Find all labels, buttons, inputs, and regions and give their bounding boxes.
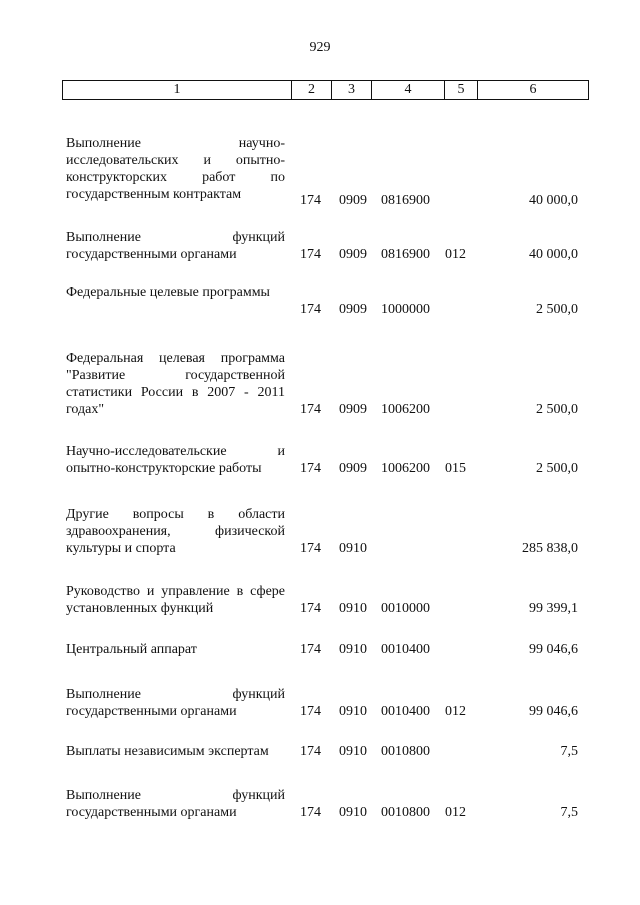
row-col-4: 0816900 xyxy=(381,247,430,262)
table-row xyxy=(0,284,640,318)
row-col-2: 174 xyxy=(300,302,321,317)
table-row xyxy=(0,641,640,658)
row-col-4: 0010400 xyxy=(381,704,430,719)
column-header-6: 6 xyxy=(529,82,537,97)
row-col-4: 1006200 xyxy=(381,402,430,417)
table-row xyxy=(0,350,640,418)
table-row xyxy=(0,443,640,477)
row-name: Научно-исследовательские и опытно-конструкторские работы xyxy=(66,444,285,476)
column-header-3: 3 xyxy=(332,81,372,99)
row-col-2: 174 xyxy=(300,601,321,616)
table-row xyxy=(0,229,640,263)
row-col-6: 99 046,6 xyxy=(529,704,578,719)
row-col-6: 2 500,0 xyxy=(536,302,578,317)
row-col-2: 174 xyxy=(300,704,321,719)
row-name: Выплаты независимым экспертам xyxy=(66,744,269,759)
row-col-2: 174 xyxy=(300,461,321,476)
row-col-3: 0910 xyxy=(339,642,367,657)
row-col-4: 1000000 xyxy=(381,302,430,317)
row-col-6: 7,5 xyxy=(560,744,578,759)
row-col-6: 40 000,0 xyxy=(529,193,578,208)
table-row xyxy=(0,686,640,720)
row-col-6: 99 046,6 xyxy=(529,642,578,657)
row-name: Федеральные целевые программы xyxy=(66,285,270,300)
column-header-4: 4 xyxy=(372,81,445,99)
row-name: Федеральная целевая программа "Развитие государственной статистики России в 2007 - 2011 годах" xyxy=(66,351,285,417)
row-col-6: 99 399,1 xyxy=(529,601,578,616)
row-col-2: 174 xyxy=(300,642,321,657)
row-col-4: 1006200 xyxy=(381,461,430,476)
row-col-3: 0909 xyxy=(339,247,367,262)
column-header-1: 1 xyxy=(63,81,292,99)
row-col-6: 40 000,0 xyxy=(529,247,578,262)
row-col-2: 174 xyxy=(300,805,321,820)
row-col-3: 0909 xyxy=(339,302,367,317)
row-col-2: 174 xyxy=(300,541,321,556)
row-col-4: 0010800 xyxy=(381,805,430,820)
table-row xyxy=(0,506,640,557)
row-col-4: 0010400 xyxy=(381,642,430,657)
row-col-5: 012 xyxy=(445,247,466,262)
row-name: Другие вопросы в области здравоохранения, физической культуры и спорта xyxy=(66,507,285,556)
row-name: Центральный аппарат xyxy=(66,642,197,657)
row-name: Выполнение научно-исследовательских и опытно-конструкторских работ по государственным контрактам xyxy=(66,136,285,202)
page-number: 929 xyxy=(309,40,331,55)
row-col-6: 7,5 xyxy=(560,805,578,820)
row-col-2: 174 xyxy=(300,744,321,759)
row-col-3: 0910 xyxy=(339,541,367,556)
row-col-3: 0910 xyxy=(339,601,367,616)
column-header-row xyxy=(62,80,589,100)
row-col-5: 012 xyxy=(445,805,466,820)
row-col-6: 2 500,0 xyxy=(536,461,578,476)
row-col-3: 0910 xyxy=(339,704,367,719)
row-col-5: 012 xyxy=(445,704,466,719)
row-name: Выполнение функций государственными органами xyxy=(66,687,285,719)
row-col-2: 174 xyxy=(300,193,321,208)
row-col-6: 2 500,0 xyxy=(536,402,578,417)
row-col-4: 0010800 xyxy=(381,744,430,759)
row-col-4: 0010000 xyxy=(381,601,430,616)
table-row xyxy=(0,583,640,617)
row-col-2: 174 xyxy=(300,402,321,417)
row-name: Выполнение функций государственными органами xyxy=(66,788,285,820)
row-col-3: 0910 xyxy=(339,744,367,759)
row-col-3: 0909 xyxy=(339,193,367,208)
row-col-3: 0910 xyxy=(339,805,367,820)
row-col-6: 285 838,0 xyxy=(522,541,578,556)
column-header-2: 2 xyxy=(292,81,332,99)
row-col-3: 0909 xyxy=(339,461,367,476)
table-row xyxy=(0,743,640,760)
table-row xyxy=(0,135,640,209)
table-row xyxy=(0,787,640,821)
row-col-2: 174 xyxy=(300,247,321,262)
row-col-3: 0909 xyxy=(339,402,367,417)
row-col-4: 0816900 xyxy=(381,193,430,208)
row-name: Выполнение функций государственными органами xyxy=(66,230,285,262)
row-col-5: 015 xyxy=(445,461,466,476)
row-name: Руководство и управление в сфере установленных функций xyxy=(66,584,285,616)
column-header-5: 5 xyxy=(445,81,478,99)
